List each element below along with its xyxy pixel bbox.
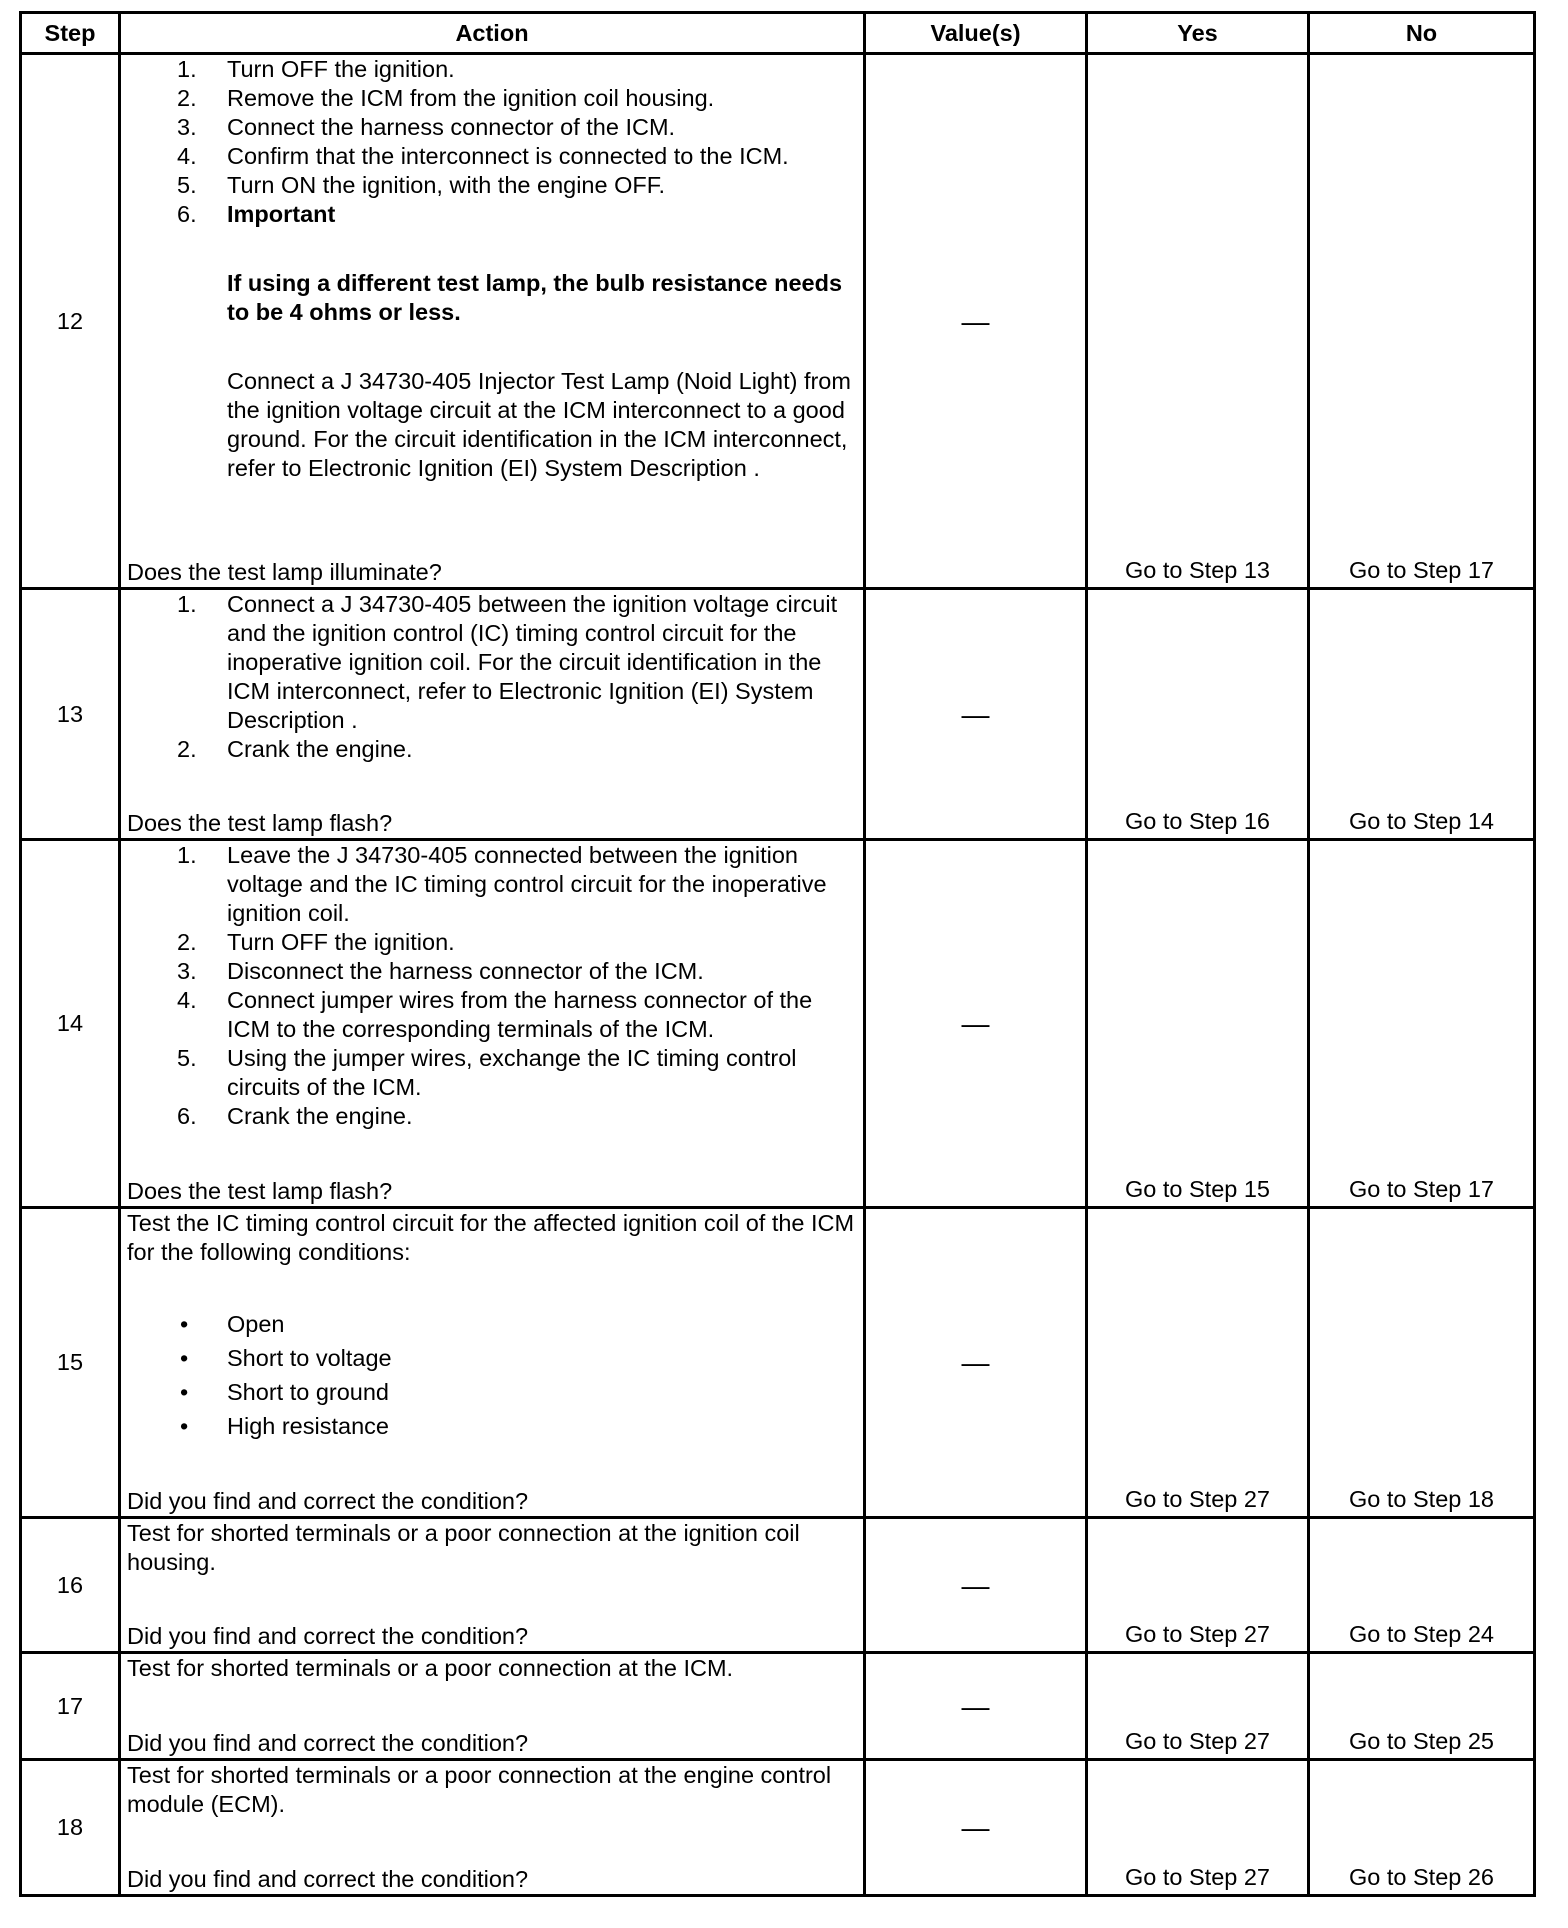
list-item: • High resistance [180, 1413, 389, 1439]
yes-link[interactable]: Go to Step 27 [1124, 1864, 1271, 1890]
list-item: 4. Confirm that the interconnect is connected to the ICM. [177, 143, 789, 169]
question-text: Did you find and correct the condition? [127, 1623, 529, 1649]
no-link[interactable]: Go to Step 25 [1348, 1728, 1495, 1754]
question-text: Does the test lamp flash? [127, 810, 393, 836]
header-row [21, 13, 1535, 54]
action-cell [120, 1518, 865, 1653]
step-number: 15 [21, 1208, 120, 1518]
important-label: Important [227, 201, 336, 227]
yes-cell [1087, 1760, 1309, 1896]
list-item: 1. Connect a J 34730-405 between the ignition voltage circuit and the ignition control (IC) timing control circuit for the inoperative ignition coil. For the circuit identification in the ICM interconnect, refer to Electronic Ignition (EI) System Description . [177, 591, 838, 733]
list-item: 2. Remove the ICM from the ignition coil housing. [177, 85, 715, 111]
procedure-list [127, 55, 857, 483]
list-item: 1. Leave the J 34730-405 connected between the ignition voltage and the IC timing control circuit for the inoperative ignition coil. [177, 842, 827, 926]
list-item: 3. Connect the harness connector of the ICM. [177, 114, 676, 140]
header-values: Value(s) [865, 13, 1087, 54]
action-cell [120, 589, 865, 840]
step-number: 14 [21, 840, 120, 1208]
instruction-text: Connect a J 34730-405 Injector Test Lamp (Noid Light) from the ignition voltage circuit at the ICM interconnect to a good ground. For the circuit identification in the ICM interconnect, refer to Electronic Ignition (EI) System Description . [227, 368, 851, 481]
no-cell [1309, 589, 1535, 840]
no-link[interactable]: Go to Step 24 [1348, 1621, 1495, 1647]
diagnostic-table [19, 11, 1536, 1897]
question-text: Does the test lamp illuminate? [127, 559, 442, 585]
yes-link[interactable]: Go to Step 15 [1124, 1176, 1271, 1202]
step-number: 13 [21, 589, 120, 840]
no-link[interactable]: Go to Step 14 [1348, 808, 1495, 834]
header-step: Step [21, 13, 120, 54]
table-row [21, 1518, 1535, 1653]
header-no: No [1309, 13, 1535, 54]
no-cell [1309, 54, 1535, 589]
value-cell: — [865, 1208, 1087, 1518]
no-cell [1309, 1653, 1535, 1760]
list-item: 6. Crank the engine. [177, 1103, 413, 1129]
list-item: 2. Turn OFF the ignition. [177, 929, 455, 955]
procedure-list [127, 841, 857, 1131]
list-item: 2. Crank the engine. [177, 736, 413, 762]
condition-list [127, 1307, 857, 1443]
table-row [21, 1653, 1535, 1760]
list-item: 3. Disconnect the harness connector of the ICM. [177, 958, 704, 984]
action-cell [120, 840, 865, 1208]
yes-cell [1087, 840, 1309, 1208]
no-cell [1309, 1518, 1535, 1653]
yes-link[interactable]: Go to Step 27 [1124, 1728, 1271, 1754]
step-number: 16 [21, 1518, 120, 1653]
list-item: 5. Turn ON the ignition, with the engine OFF. [177, 172, 666, 198]
list-item: 1. Turn OFF the ignition. [177, 56, 455, 82]
yes-link[interactable]: Go to Step 16 [1124, 808, 1271, 834]
step-number: 17 [21, 1653, 120, 1760]
yes-cell [1087, 1208, 1309, 1518]
no-cell [1309, 1760, 1535, 1896]
step-number: 18 [21, 1760, 120, 1896]
value-cell: — [865, 1518, 1087, 1653]
yes-cell [1087, 54, 1309, 589]
list-item: 4. Connect jumper wires from the harness connector of the ICM to the corresponding terminals of the ICM. [177, 987, 813, 1042]
no-link[interactable]: Go to Step 18 [1348, 1486, 1495, 1512]
list-item: • Short to voltage [180, 1345, 392, 1371]
action-cell [120, 1653, 865, 1760]
no-link[interactable]: Go to Step 17 [1348, 1176, 1495, 1202]
no-cell [1309, 840, 1535, 1208]
value-cell: — [865, 54, 1087, 589]
action-cell [120, 1208, 865, 1518]
action-cell [120, 54, 865, 589]
list-item: 5. Using the jumper wires, exchange the IC timing control circuits of the ICM. [177, 1045, 797, 1100]
yes-link[interactable]: Go to Step 27 [1124, 1621, 1271, 1647]
header-yes: Yes [1087, 13, 1309, 54]
no-link[interactable]: Go to Step 17 [1348, 557, 1495, 583]
table-row [21, 54, 1535, 589]
value-cell: — [865, 1760, 1087, 1896]
yes-link[interactable]: Go to Step 13 [1124, 557, 1271, 583]
table-row [21, 840, 1535, 1208]
no-cell [1309, 1208, 1535, 1518]
yes-link[interactable]: Go to Step 27 [1124, 1486, 1271, 1512]
question-text: Did you find and correct the condition? [127, 1488, 529, 1514]
table-row [21, 1208, 1535, 1518]
action-cell [120, 1760, 865, 1896]
table-row [21, 1760, 1535, 1896]
list-item: • Open [180, 1311, 285, 1337]
intro-text: Test for shorted terminals or a poor connection at the ignition coil housing. [127, 1520, 800, 1575]
intro-text: Test for shorted terminals or a poor connection at the ICM. [127, 1655, 734, 1681]
value-cell: — [865, 589, 1087, 840]
value-cell: — [865, 840, 1087, 1208]
question-text: Did you find and correct the condition? [127, 1866, 529, 1892]
procedure-list [127, 590, 857, 764]
intro-text: Test for shorted terminals or a poor connection at the engine control module (ECM). [127, 1762, 832, 1817]
important-note: If using a different test lamp, the bulb resistance needs to be 4 ohms or less. [227, 270, 843, 325]
intro-text: Test the IC timing control circuit for the affected ignition coil of the ICM for the following conditions: [127, 1210, 855, 1265]
step-number: 12 [21, 54, 120, 589]
no-link[interactable]: Go to Step 26 [1348, 1864, 1495, 1890]
yes-cell [1087, 1653, 1309, 1760]
question-text: Does the test lamp flash? [127, 1178, 393, 1204]
yes-cell [1087, 1518, 1309, 1653]
list-item: 6. Important If using a different test lamp, the bulb resistance needs to be 4 ohms or less. Connect a J 34730-405 Injector Test Lamp (Noid Light) from the ignition voltage circuit at the ICM interconnect to a good ground. For the circuit identification in the ICM interconnect, refer to Electronic Ignition (EI) System Description . [127, 200, 857, 483]
header-action: Action [120, 13, 865, 54]
list-item: • Short to ground [180, 1379, 389, 1405]
table-row [21, 589, 1535, 840]
question-text: Did you find and correct the condition? [127, 1730, 529, 1756]
yes-cell [1087, 589, 1309, 840]
value-cell: — [865, 1653, 1087, 1760]
